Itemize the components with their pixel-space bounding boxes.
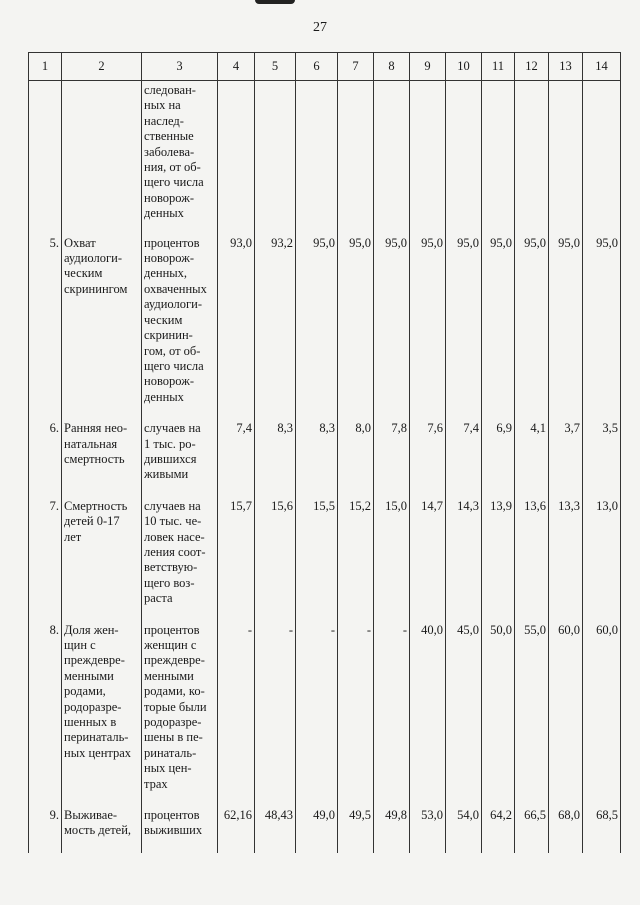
- value-cell: 54,0: [446, 806, 482, 853]
- value-cell: 50,0: [482, 621, 515, 806]
- value-cell: 3,7: [549, 419, 583, 497]
- indicator-name: Выживае- мость детей,: [62, 806, 142, 853]
- unit-cell: процентов выживших: [142, 806, 218, 853]
- value-cell: [515, 81, 549, 234]
- row-number: 6.: [29, 419, 62, 497]
- value-cell: -: [374, 621, 410, 806]
- row-number: [29, 81, 62, 234]
- header-cell: 1: [29, 53, 62, 81]
- row-number: 5.: [29, 234, 62, 419]
- header-cell: 6: [296, 53, 338, 81]
- value-cell: 49,8: [374, 806, 410, 853]
- indicator-name: [62, 81, 142, 234]
- scan-mark: [255, 0, 295, 4]
- value-cell: 48,43: [255, 806, 296, 853]
- value-cell: 40,0: [410, 621, 446, 806]
- value-cell: 8,3: [255, 419, 296, 497]
- table-row: [29, 806, 621, 853]
- value-cell: [255, 81, 296, 234]
- value-cell: -: [296, 621, 338, 806]
- value-cell: 3,5: [583, 419, 621, 497]
- unit-cell: случаев на 1 тыс. ро- дившихся живыми: [142, 419, 218, 497]
- header-cell: 14: [583, 53, 621, 81]
- value-cell: 60,0: [583, 621, 621, 806]
- value-cell: 93,2: [255, 234, 296, 419]
- value-cell: 95,0: [374, 234, 410, 419]
- value-cell: 15,0: [374, 497, 410, 621]
- value-cell: [549, 81, 583, 234]
- table-row: [29, 234, 621, 419]
- value-cell: 93,0: [218, 234, 255, 419]
- value-cell: 64,2: [482, 806, 515, 853]
- value-cell: 95,0: [446, 234, 482, 419]
- value-cell: -: [338, 621, 374, 806]
- indicator-name: Охват аудиологи- ческим скринингом: [62, 234, 142, 419]
- value-cell: [583, 81, 621, 234]
- value-cell: 8,0: [338, 419, 374, 497]
- value-cell: 7,4: [218, 419, 255, 497]
- value-cell: 45,0: [446, 621, 482, 806]
- value-cell: 53,0: [410, 806, 446, 853]
- value-cell: 15,2: [338, 497, 374, 621]
- table-row: [29, 497, 621, 621]
- row-number: 8.: [29, 621, 62, 806]
- header-cell: 10: [446, 53, 482, 81]
- value-cell: 15,6: [255, 497, 296, 621]
- value-cell: [296, 81, 338, 234]
- value-cell: 95,0: [338, 234, 374, 419]
- value-cell: 7,8: [374, 419, 410, 497]
- value-cell: [446, 81, 482, 234]
- value-cell: 15,7: [218, 497, 255, 621]
- header-cell: 11: [482, 53, 515, 81]
- value-cell: 7,6: [410, 419, 446, 497]
- table-row: [29, 81, 621, 234]
- value-cell: 95,0: [296, 234, 338, 419]
- unit-cell: случаев на 10 тыс. че- ловек насе- ления соот- ветствую- щего воз- раста: [142, 497, 218, 621]
- value-cell: 49,5: [338, 806, 374, 853]
- header-cell: 4: [218, 53, 255, 81]
- row-number: 9.: [29, 806, 62, 853]
- value-cell: 13,3: [549, 497, 583, 621]
- row-number: 7.: [29, 497, 62, 621]
- header-cell: 8: [374, 53, 410, 81]
- value-cell: 95,0: [583, 234, 621, 419]
- value-cell: 13,9: [482, 497, 515, 621]
- value-cell: -: [255, 621, 296, 806]
- value-cell: 7,4: [446, 419, 482, 497]
- value-cell: 6,9: [482, 419, 515, 497]
- value-cell: 8,3: [296, 419, 338, 497]
- indicator-name: Доля жен- щин с преждевре- менными родами, родоразре- шенных в перинаталь- ных центрах: [62, 621, 142, 806]
- value-cell: 60,0: [549, 621, 583, 806]
- value-cell: 14,7: [410, 497, 446, 621]
- table-row: [29, 419, 621, 497]
- value-cell: 14,3: [446, 497, 482, 621]
- header-cell: 13: [549, 53, 583, 81]
- value-cell: [482, 81, 515, 234]
- value-cell: 68,5: [583, 806, 621, 853]
- value-cell: [410, 81, 446, 234]
- value-cell: 13,0: [583, 497, 621, 621]
- value-cell: 66,5: [515, 806, 549, 853]
- value-cell: -: [218, 621, 255, 806]
- header-cell: 7: [338, 53, 374, 81]
- indicator-name: Смертность детей 0-17 лет: [62, 497, 142, 621]
- value-cell: 68,0: [549, 806, 583, 853]
- value-cell: 95,0: [515, 234, 549, 419]
- indicator-name: Ранняя нео- натальная смертность: [62, 419, 142, 497]
- value-cell: [338, 81, 374, 234]
- value-cell: 95,0: [410, 234, 446, 419]
- unit-cell: процентов новорож- денных, охваченных аудиологи- ческим скринин- гом, от об- щего числа новорож- денных: [142, 234, 218, 419]
- header-cell: 3: [142, 53, 218, 81]
- value-cell: 49,0: [296, 806, 338, 853]
- header-cell: 5: [255, 53, 296, 81]
- unit-cell: процентов женщин с преждевре- менными родами, ко- торые были родоразре- шены в пе- ринаталь- ных цен- трах: [142, 621, 218, 806]
- header-cell: 2: [62, 53, 142, 81]
- value-cell: 95,0: [482, 234, 515, 419]
- value-cell: [218, 81, 255, 234]
- indicators-table: [28, 52, 621, 853]
- value-cell: 55,0: [515, 621, 549, 806]
- value-cell: 4,1: [515, 419, 549, 497]
- value-cell: 13,6: [515, 497, 549, 621]
- page-number: 27: [313, 20, 327, 35]
- value-cell: 15,5: [296, 497, 338, 621]
- header-cell: 9: [410, 53, 446, 81]
- header-cell: 12: [515, 53, 549, 81]
- unit-cell: следован- ных на наслед- ственные заболева- ния, от об- щего числа новорож- денных: [142, 81, 218, 234]
- header-row: [29, 53, 621, 81]
- value-cell: [374, 81, 410, 234]
- value-cell: 95,0: [549, 234, 583, 419]
- value-cell: 62,16: [218, 806, 255, 853]
- table-row: [29, 621, 621, 806]
